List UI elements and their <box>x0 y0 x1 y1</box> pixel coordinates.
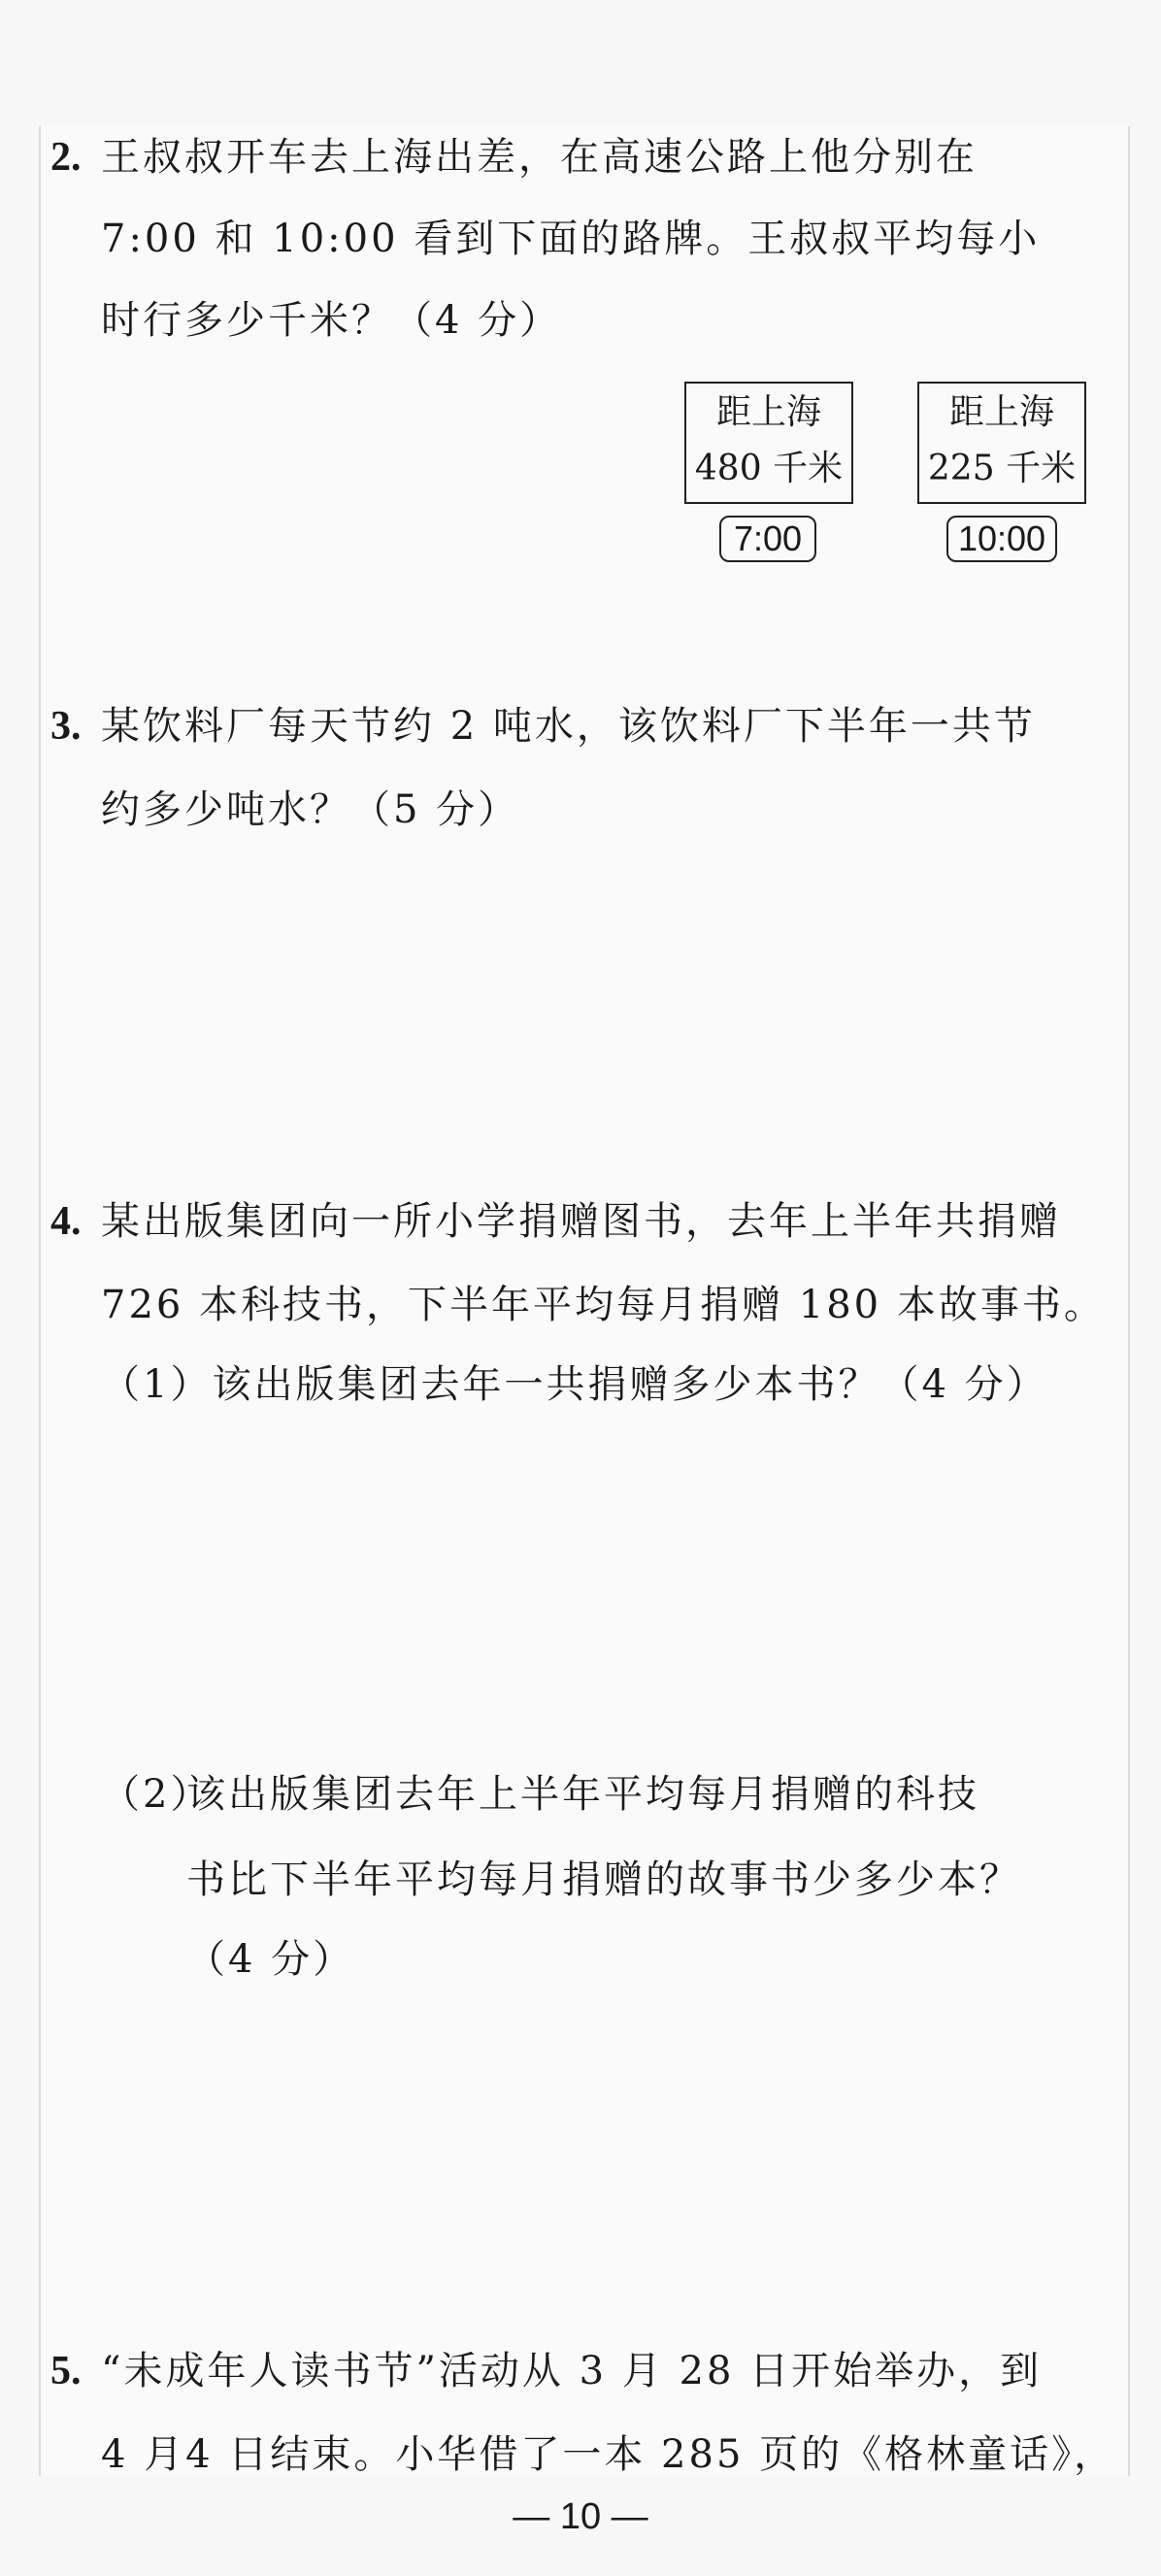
question-2-number: 2. <box>50 135 82 180</box>
road-sign-1-time: 7:00 <box>719 516 816 562</box>
road-sign-1-title: 距上海 <box>715 392 821 432</box>
question-2-line-2: 7:00 和 10:00 看到下面的路牌。王叔叔平均每小 <box>101 217 1041 261</box>
question-5-line-1: “未成年人读书节”活动从 3 月 28 日开始举办，到 <box>101 2349 1043 2393</box>
question-4-part-2-line-1: 该出版集团去年上半年平均每月捐赠的科技 <box>186 1772 979 1817</box>
question-4-line-1: 某出版集团向一所小学捐赠图书，去年上半年共捐赠 <box>101 1199 1061 1244</box>
question-4-line-2: 726 本科技书，下半年平均每月捐赠 180 本故事书。 <box>101 1283 1106 1327</box>
question-2-line-3: 时行多少千米？（4 分） <box>101 298 562 343</box>
question-3-line-1: 某饮料厂每天节约 2 吨水，该饮料厂下半年一共节 <box>101 704 1036 749</box>
road-sign-2 <box>917 382 1086 504</box>
question-4-part-1: （1）该出版集团去年一共捐赠多少本书？（4 分） <box>101 1362 1048 1407</box>
question-4-part-2-line-3: （4 分） <box>186 1937 355 1982</box>
question-5-number: 5. <box>50 2349 82 2393</box>
question-4-part-2-line-2: 书比下半年平均每月捐赠的故事书少多少本？ <box>186 1857 1021 1902</box>
question-5-line-2: 4 月4 日结束。小华借了一本 285 页的《格林童话》， <box>101 2432 1116 2477</box>
road-sign-1-distance: 480 千米 <box>694 449 844 488</box>
page-number: — 10 — <box>513 2496 648 2537</box>
question-2-line-1: 王叔叔开车去上海出差，在高速公路上他分别在 <box>101 135 978 180</box>
question-3-line-2: 约多少吨水？（5 分） <box>101 787 520 832</box>
road-sign-2-distance: 225 千米 <box>927 449 1077 488</box>
road-sign-2-title: 距上海 <box>948 392 1054 432</box>
question-4-part-2-label: （2） <box>101 1772 213 1817</box>
question-3-number: 3. <box>50 704 82 749</box>
road-sign-2-time: 10:00 <box>946 516 1057 562</box>
question-4-number: 4. <box>50 1199 82 1244</box>
road-sign-1 <box>684 382 853 504</box>
